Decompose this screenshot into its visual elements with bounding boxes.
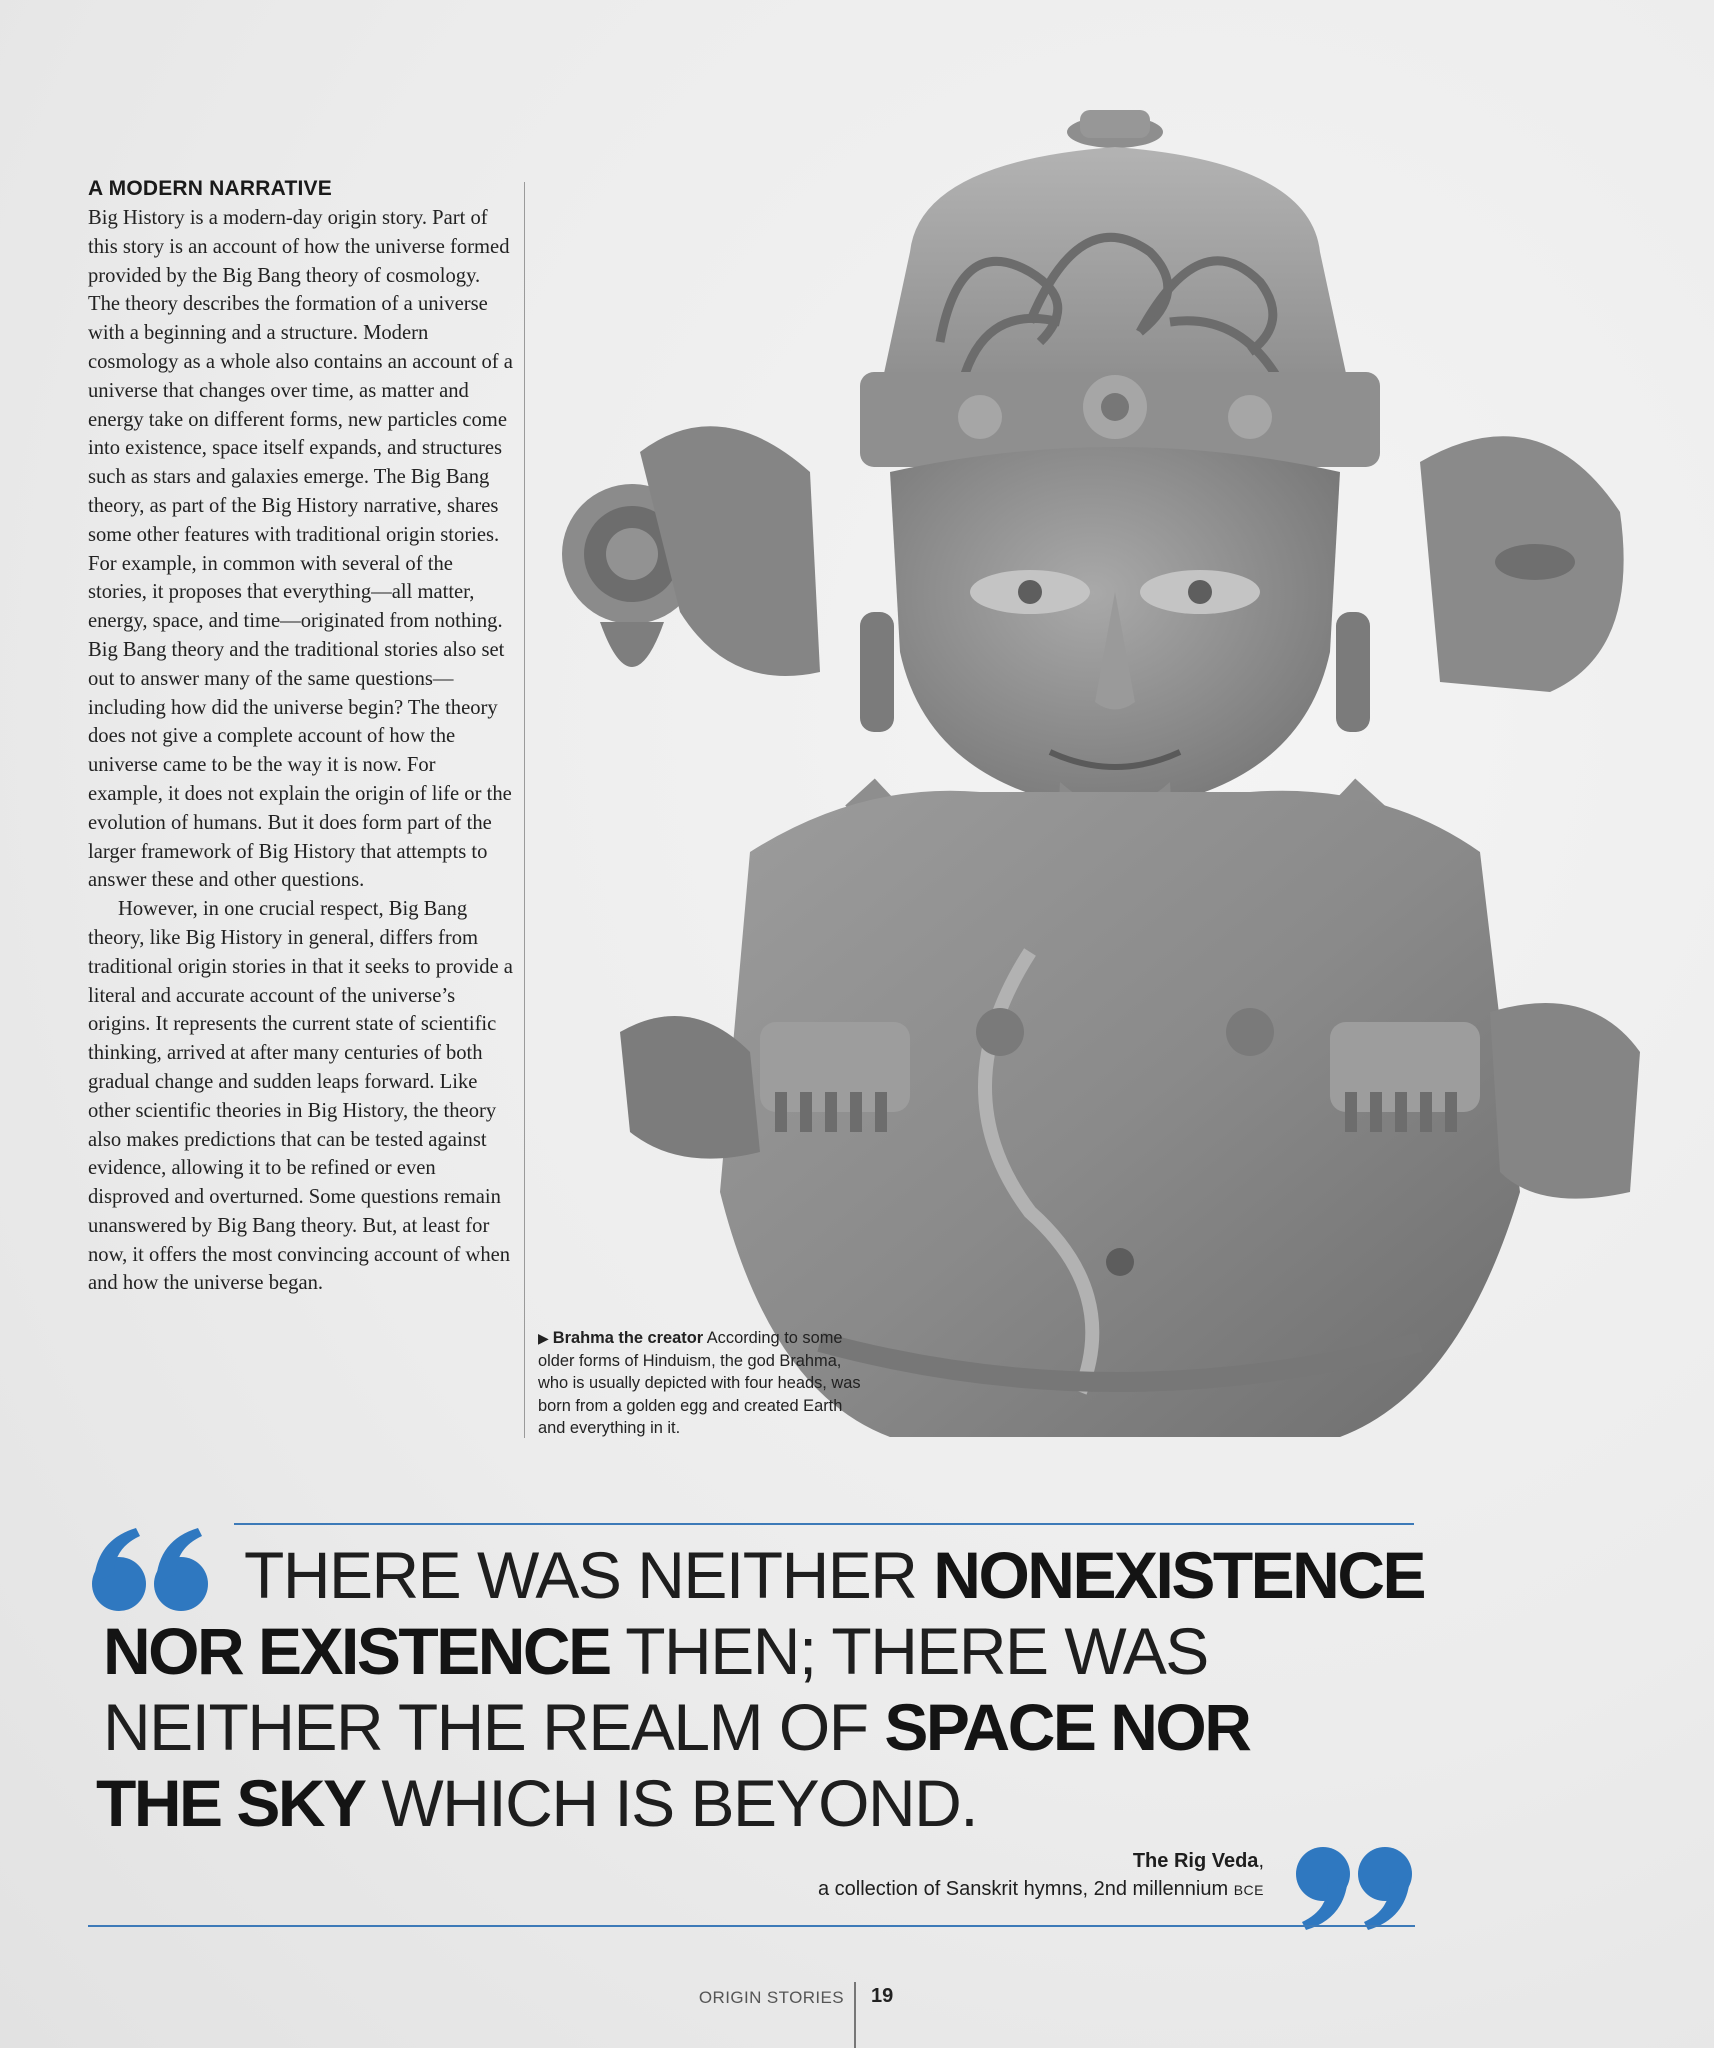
quote-line-2 [103, 1614, 1208, 1688]
body-paragraph-2: However, in one crucial respect, Big Bang theory, like Big History in general, differs from traditional origin stories in that it seeks to provide a literal and accurate account of the universe’s origins. It represents the current state of scientific thinking, arrived at after many centuries of both gradual change and sudden leaps forward. Like other scientific theories in Big History, the theory also makes predictions that can be tested against evidence, allowing it to be refined or even disproved and overturned. Some questions remain unanswered by Big Bang theory. But, at least for now, it offers the most convincing account of when and how the universe began. [88, 898, 513, 1295]
quote-bottom-rule [88, 1925, 1415, 1927]
quote-attribution [818, 1847, 1264, 1903]
quote-source-comma: , [1258, 1850, 1264, 1872]
body-paragraph-1: Big History is a modern-day origin story. Part of this story is an account of how the universe formed provided by the Big Bang theory of cosmology. The theory describes the formation of a universe with a beginning and a structure. Modern cosmology as a whole also contains an account of a universe that changes over time, as matter and energy take on different forms, new particles come into existence, space itself expands, and structures such as stars and galaxies emerge. The Big Bang theory, as part of the Big History narrative, shares some other features with traditional origin stories. For example, in common with several of the stories, it proposes that everything—all matter, energy, space, and time—originated from nothing. Big Bang theory and the traditional stories also set out to answer many of the same questions—including how did the universe begin? The theory does not give a complete account of how the universe came to be the way it is now. For example, it does not explain the origin of life or the evolution of humans. But it does form part of the larger framework of Big History that attempts to answer these and other questions. [88, 207, 513, 892]
quote-text: NEITHER THE REALM OF [103, 1690, 885, 1764]
caption-arrow-icon: ▶ [538, 1330, 549, 1346]
quote-line-3 [103, 1690, 1249, 1764]
page-number: 19 [871, 1985, 894, 2007]
quote-emphasis: NONEXISTENCE [933, 1538, 1425, 1612]
quote-line-4 [96, 1766, 977, 1840]
image-caption [538, 1327, 868, 1440]
quote-text: WHICH IS BEYOND. [364, 1766, 978, 1840]
open-quote-icon [86, 1526, 210, 1612]
column-divider [524, 182, 525, 1438]
section-heading: A MODERN NARRATIVE [88, 177, 332, 200]
quote-emphasis: NOR EXISTENCE [103, 1614, 610, 1688]
footer-divider [854, 1982, 856, 2048]
close-quote-icon [1294, 1846, 1418, 1932]
quote-source-description: a collection of Sanskrit hymns, 2nd millennium [817, 1878, 1234, 1900]
quote-source-era: BCE [1233, 1882, 1264, 1898]
footer-section-label: ORIGIN STORIES [698, 1988, 844, 2007]
quote-emphasis: THE SKY [96, 1766, 365, 1840]
quote-source: The Rig Veda [1132, 1850, 1259, 1872]
brahma-statue-image [560, 92, 1670, 1437]
quote-emphasis: SPACE NOR [884, 1690, 1250, 1764]
caption-text: According to some older forms of Hinduism, the god Brahma, who is usually depicted with four heads, was born from a golden egg and created Earth and everything in it. [538, 1329, 861, 1438]
article-column [88, 176, 513, 1298]
quote-line-1 [244, 1538, 1424, 1612]
quote-top-rule [234, 1523, 1414, 1525]
quote-text: THEN; THERE WAS [609, 1614, 1208, 1688]
caption-title: Brahma the creator [552, 1329, 704, 1347]
quote-text: THERE WAS NEITHER [244, 1538, 934, 1612]
